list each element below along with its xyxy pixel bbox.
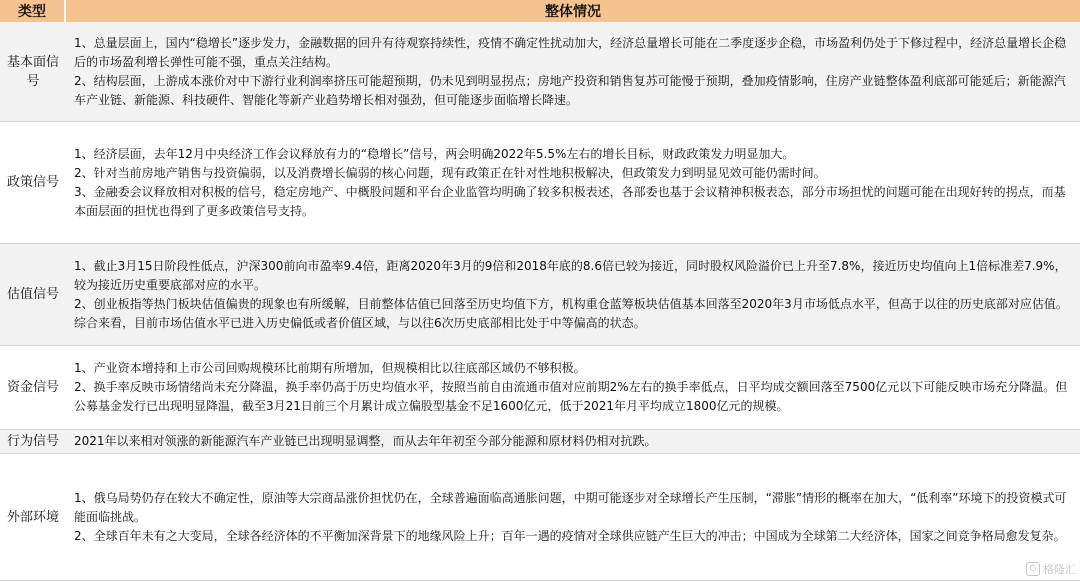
row-category-valuation: 估值信号 xyxy=(0,244,66,346)
detail-line: 1、经济层面，去年12月中央经济工作会议释放有力的“稳增长”信号，两会明确2022年5.5%左右的增长目标，财政政策发力明显加大。 xyxy=(74,146,795,161)
detail-line: 2、换手率反映市场情绪尚未充分降温，换手率仍高于历史均值水平，按照当前自由流通市值对应前期2%左右的换手率低点，日平均成交额回落至7500亿元以下可能反映市场充分降温。但公募基金发行已出现明显降温，截至3月21日前三个月累计成立偏股型基金不足1600亿元，低于2021年月平均成立1800亿元的规模。 xyxy=(74,380,1068,413)
row-detail-fundamentals xyxy=(66,22,1080,122)
row-category-behavior: 行为信号 xyxy=(0,430,66,454)
row-detail-valuation xyxy=(66,244,1080,346)
row-category-policy: 政策信号 xyxy=(0,122,66,244)
detail-line: 3、金融委会议释放相对积极的信号，稳定房地产、中概股问题和平台企业监管均明确了较多积极表述，各部委也基于会议精神积极表态，部分市场担忧的问题可能在出现好转的拐点，而基本面层面的担忧也得到了更多政策信号支持。 xyxy=(74,184,1066,218)
row-category-external: 外部环境 xyxy=(0,454,66,581)
detail-line: 2021年以来相对领涨的新能源汽车产业链已出现明显调整，而从去年年初至今部分能源和原材料仍相对抗跌。 xyxy=(74,434,657,448)
detail-line: 1、截止3月15日阶段性低点，沪深300前向市盈率9.4倍，距离2020年3月的9倍和2018年底的8.6倍已较为接近，同时股权风险溢价已上升至7.8%，接近历史均值向上1倍标准差7.9%，较为接近历史重要底部对应的水平。 xyxy=(74,258,1067,292)
row-category-fundamentals: 基本面信号 xyxy=(0,22,66,122)
header-type: 类型 xyxy=(0,0,66,22)
detail-line: 1、产业资本增持和上市公司回购规模环比前期有所增加，但规模相比以往底部区域仍不够积极。 xyxy=(74,361,586,375)
detail-line: 2、全球百年未有之大变局，全球各经济体的不平衡加深背景下的地缘风险上升；百年一遇的疫情对全球供应链产生巨大的冲击；中国成为全球第二大经济体，国家之间竞争格局愈发复杂。 xyxy=(74,528,1066,543)
row-detail-behavior xyxy=(66,430,1080,454)
detail-line: 1、俄乌局势仍存在较大不确定性，原油等大宗商品涨价担忧仍在，全球普遍面临高通胀问题，中期可能逐步对全球增长产生压制，“滞胀”情形的概率在加大，“低利率”环境下的投资模式可能面临挑战。 xyxy=(74,490,1067,524)
logo-icon: G xyxy=(1026,562,1040,576)
row-category-funds: 资金信号 xyxy=(0,346,66,430)
row-detail-external xyxy=(66,454,1080,581)
row-detail-policy xyxy=(66,122,1080,244)
header-detail: 整体情况 xyxy=(66,0,1080,22)
watermark-logo xyxy=(1026,561,1076,577)
detail-line: 2、创业板指等热门板块估值偏贵的现象也有所缓解，目前整体估值已回落至历史均值下方，机构重仓蓝筹板块估值基本回落至2020年3月市场低点水平，但高于以往的历史底部对应估值。综合来看，目前市场估值水平已进入历史偏低或者价值区域，与以往6次历史底部相比处于中等偏高的状态。 xyxy=(74,296,1068,330)
watermark-text: 格隆汇 xyxy=(1043,563,1076,576)
detail-line: 2、针对当前房地产销售与投资偏弱，以及消费增长偏弱的核心问题，现有政策正在针对性地积极解决，但政策发力到明显见效可能仍需时间。 xyxy=(74,165,826,180)
row-detail-funds xyxy=(66,346,1080,430)
detail-line: 1、总量层面上，国内“稳增长”逐步发力，金融数据的回升有待观察持续性，疫情不确定性扰动加大，经济总量增长可能在二季度逐步企稳，市场盈利仍处于下修过程中，经济总量增长企稳后的市场盈利增长弹性可能不强，重点关注结构。 xyxy=(74,35,1067,69)
detail-line: 2、结构层面，上游成本涨价对中下游行业利润率挤压可能超预期，仍未见到明显拐点；房地产投资和销售复苏可能慢于预期，叠加疫情影响，住房产业链整体盈利底部可能延后；新能源汽车产业链、新能源、科技硬件、智能化等新产业趋势增长相对强劲，但可能逐步面临增长降速。 xyxy=(74,73,1066,107)
